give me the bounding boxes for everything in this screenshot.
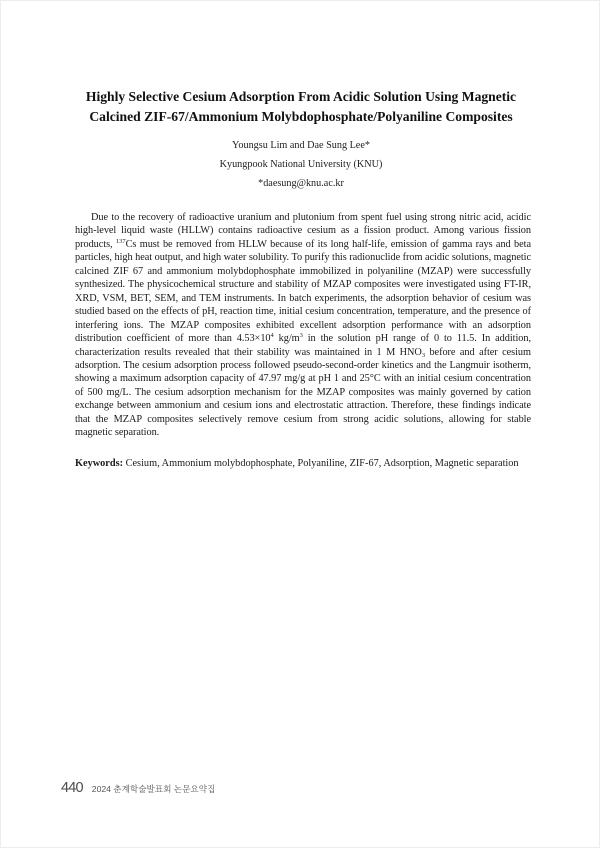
page-number: 440 [61,780,83,796]
author-email: *daesung@knu.ac.kr [258,178,344,189]
paper-title [61,87,541,127]
abstract-body [75,211,531,440]
title-line-2: Calcined ZIF-67/Ammonium Molybdophosphate/Polyaniline Composites [89,109,513,124]
keywords-label: Keywords: [75,458,124,469]
abstract-part-5: before and after cesium adsorption. The cesium adsorption process followed pseudo-second-order kinetics and the Langmuir isotherm, showing a maximum adsorption capacity of 47.97 mg/g at pH 1 and 25°C with an initial cesium concentration of 500 mg/L. The cesium adsorption mechanism for the MZAP composites was mainly governed by cation exchange between ammonium and cesium ions and electrostatic attraction. Therefore, these findings indicate that the MZAP composites selectively remove cesium from strong acidic solutions, allowing for stable magnetic separation. [75,346,531,439]
authors: Youngsu Lim and Dae Sung Lee* [232,140,370,151]
unit-exponent: 3 [299,332,303,340]
abstract-part-1: Due to the recovery of radioactive uranium and plutonium from spent fuel using strong nitric acid, acidic high-level liquid waste (HLLW) contains radioactive cesium as a fission product. Among various fission products, [75,212,531,250]
page-footer [61,780,215,796]
affiliation: Kyungpook National University (KNU) [219,159,383,170]
abstract-part-3: kg/m [273,333,300,345]
exponent: 4 [270,332,274,340]
abstract-part-4: in the solution pH range of 0 to 11.5. In addition, characterization results revealed that their stability was maintained in 1 M HNO [75,333,531,358]
abstract-part-2: Cs must be removed from HLLW because of its long half-life, emission of gamma rays and beta particles, high heat output, and high water solubility. To purify this radionuclide from acidic solutions, magnetic calcined ZIF 67 and ammonium molybdophosphate immobilized in polyaniline (MZAP) were successfully synthesized. The physicochemical structure and stability of MZAP composites were investigated using FT-IR, XRD, VSM, BET, SEM, and TEM instruments. In batch experiments, the adsorption behavior of cesium was studied based on the effects of pH, reaction time, initial cesium concentration, temperature, and the presence of interfering ions. The MZAP composites exhibited excellent adsorption performance with an adsorption distribution coefficient of more than 4.53×10 [75,238,531,345]
proceedings-title: 2024 춘계학술발표회 논문요약집 [91,784,216,794]
isotope-mass-number: 137 [115,237,126,245]
nitrate-subscript: 3 [421,351,426,359]
keywords [75,457,531,470]
keywords-text: Cesium, Ammonium molybdophosphate, Polyaniline, ZIF-67, Adsorption, Magnetic separation [123,458,519,469]
title-line-1: Highly Selective Cesium Adsorption From Acidic Solution Using Magnetic [85,89,517,104]
